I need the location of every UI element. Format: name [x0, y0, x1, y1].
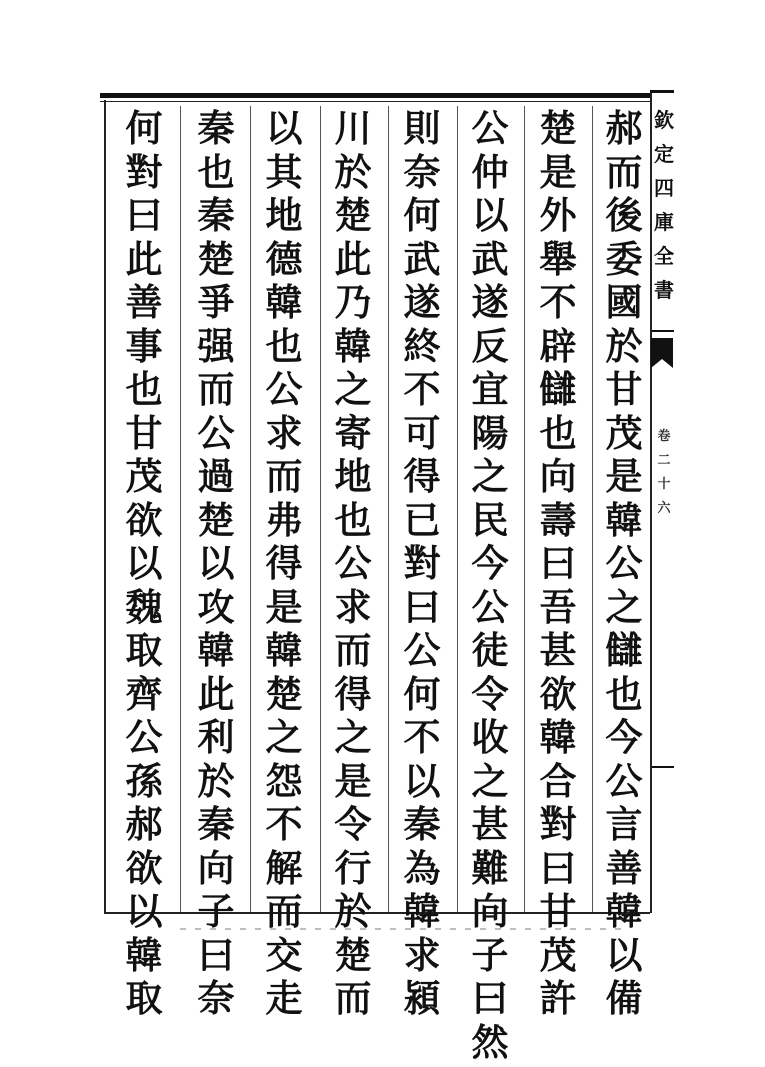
- text-character: 弗: [266, 502, 303, 546]
- text-character: 而: [266, 893, 303, 937]
- text-character: 令: [335, 806, 372, 850]
- text-column-2: [530, 110, 586, 1024]
- text-character: 甚: [472, 806, 509, 850]
- text-character: 過: [198, 458, 235, 502]
- text-character: 攻: [198, 589, 235, 633]
- text-character: 於: [335, 893, 372, 937]
- text-character: 公: [126, 719, 163, 763]
- text-character: 可: [404, 415, 441, 459]
- text-character: 今: [472, 545, 509, 589]
- text-column-4: [394, 110, 450, 1024]
- text-character: 不: [266, 806, 303, 850]
- text-character: 曰: [540, 850, 577, 894]
- text-character: 茂: [540, 937, 577, 981]
- text-character: 以: [126, 545, 163, 589]
- text-character: 終: [404, 328, 441, 372]
- text-character: 甘: [540, 893, 577, 937]
- text-character: 而: [335, 632, 372, 676]
- margin-title-char: 欽: [654, 110, 674, 144]
- text-character: 善: [126, 284, 163, 328]
- text-character: 走: [266, 980, 303, 1024]
- text-character: 奈: [404, 154, 441, 198]
- text-character: 以: [472, 197, 509, 241]
- top-border-rule: [100, 93, 652, 98]
- text-character: 公: [266, 371, 303, 415]
- text-column-8: [116, 110, 172, 1024]
- text-character: 孫: [126, 763, 163, 807]
- text-column-5: [325, 110, 381, 1024]
- text-character: 行: [335, 850, 372, 894]
- column-divider: [592, 106, 593, 912]
- text-character: 合: [540, 763, 577, 807]
- text-character: 求: [335, 589, 372, 633]
- text-character: 也: [198, 154, 235, 198]
- text-character: 魏: [126, 589, 163, 633]
- text-character: 遂: [404, 284, 441, 328]
- text-character: 公: [335, 545, 372, 589]
- text-character: 善: [606, 850, 643, 894]
- left-border-rule: [104, 100, 106, 914]
- text-character: 寄: [335, 415, 372, 459]
- text-character: 已: [404, 502, 441, 546]
- text-character: 秦: [404, 806, 441, 850]
- margin-title-char: 定: [654, 144, 674, 178]
- text-character: 不: [404, 371, 441, 415]
- text-character: 壽: [540, 502, 577, 546]
- text-character: 郝: [126, 806, 163, 850]
- text-character: 後: [606, 197, 643, 241]
- text-character: 甚: [540, 632, 577, 676]
- text-character: 奈: [198, 980, 235, 1024]
- margin-title-char: 書: [654, 280, 674, 314]
- text-character: 韓: [606, 893, 643, 937]
- text-character: 言: [606, 806, 643, 850]
- text-character: 楚: [335, 197, 372, 241]
- text-character: 甘: [126, 415, 163, 459]
- text-character: 曰: [126, 197, 163, 241]
- margin-volume-number: [654, 430, 674, 526]
- text-character: 公: [606, 545, 643, 589]
- text-character: 則: [404, 110, 441, 154]
- text-character: 子: [198, 893, 235, 937]
- text-character: 讎: [606, 632, 643, 676]
- text-character: 何: [404, 676, 441, 720]
- column-divider: [388, 106, 389, 912]
- text-character: 其: [266, 154, 303, 198]
- text-character: 於: [606, 328, 643, 372]
- text-character: 公: [198, 415, 235, 459]
- margin-title-char: 四: [654, 178, 674, 212]
- text-character: 向: [472, 893, 509, 937]
- text-character: 求: [404, 937, 441, 981]
- text-character: 公: [404, 632, 441, 676]
- text-character: 也: [266, 328, 303, 372]
- top-border-thin-rule: [100, 101, 652, 102]
- text-character: 吾: [540, 589, 577, 633]
- margin-rule: [652, 330, 674, 332]
- text-character: 秦: [198, 806, 235, 850]
- text-character: 之: [335, 719, 372, 763]
- text-character: 怨: [266, 763, 303, 807]
- column-divider: [320, 106, 321, 912]
- text-character: 委: [606, 241, 643, 285]
- text-character: 國: [606, 284, 643, 328]
- text-character: 楚: [198, 502, 235, 546]
- text-character: 取: [126, 632, 163, 676]
- text-character: 欲: [540, 676, 577, 720]
- text-character: 陽: [472, 415, 509, 459]
- text-character: 楚: [266, 676, 303, 720]
- text-character: 是: [266, 589, 303, 633]
- text-character: 之: [335, 371, 372, 415]
- text-character: 以: [606, 937, 643, 981]
- margin-title-char: 全: [654, 246, 674, 280]
- text-character: 郝: [606, 110, 643, 154]
- text-character: 韓: [198, 632, 235, 676]
- text-character: 對: [404, 545, 441, 589]
- text-character: 備: [606, 980, 643, 1024]
- text-character: 之: [472, 458, 509, 502]
- text-character: 楚: [198, 241, 235, 285]
- text-character: 今: [606, 719, 643, 763]
- text-character: 也: [126, 371, 163, 415]
- text-character: 徒: [472, 632, 509, 676]
- text-character: 此: [126, 241, 163, 285]
- text-character: 秦: [198, 197, 235, 241]
- text-character: 是: [335, 763, 372, 807]
- column-divider: [180, 106, 181, 912]
- text-character: 是: [540, 154, 577, 198]
- text-character: 乃: [335, 284, 372, 328]
- text-character: 向: [540, 458, 577, 502]
- text-character: 此: [198, 676, 235, 720]
- text-character: 令: [472, 676, 509, 720]
- text-column-6: [256, 110, 312, 1024]
- text-character: 此: [335, 241, 372, 285]
- text-character: 何: [126, 110, 163, 154]
- text-character: 韓: [266, 632, 303, 676]
- text-character: 然: [472, 1024, 509, 1067]
- text-column-1: [596, 110, 652, 1024]
- text-character: 川: [335, 110, 372, 154]
- text-character: 於: [335, 154, 372, 198]
- text-character: 事: [126, 328, 163, 372]
- text-character: 韓: [404, 893, 441, 937]
- text-character: 得: [404, 458, 441, 502]
- text-character: 收: [472, 719, 509, 763]
- text-column-7: [188, 110, 244, 1024]
- text-character: 武: [472, 241, 509, 285]
- text-character: 以: [126, 893, 163, 937]
- text-character: 韓: [335, 328, 372, 372]
- text-character: 之: [266, 719, 303, 763]
- text-character: 地: [335, 458, 372, 502]
- text-character: 楚: [335, 937, 372, 981]
- text-character: 德: [266, 241, 303, 285]
- text-character: 曰: [472, 980, 509, 1024]
- text-character: 利: [198, 719, 235, 763]
- text-character: 茂: [126, 458, 163, 502]
- text-character: 以: [404, 763, 441, 807]
- text-character: 也: [606, 676, 643, 720]
- text-character: 子: [472, 937, 509, 981]
- text-character: 讎: [540, 371, 577, 415]
- margin-title-char: 庫: [654, 212, 674, 246]
- text-character: 以: [266, 110, 303, 154]
- text-character: 於: [198, 763, 235, 807]
- paper-specks: [180, 928, 660, 934]
- text-character: 曰: [198, 937, 235, 981]
- text-character: 反: [472, 328, 509, 372]
- text-character: 不: [540, 284, 577, 328]
- margin-tick-mark: [652, 766, 674, 768]
- text-character: 許: [540, 980, 577, 1024]
- text-character: 茂: [606, 415, 643, 459]
- text-character: 曰: [540, 545, 577, 589]
- margin-book-title: [652, 110, 676, 314]
- margin-volume-char: 十: [657, 478, 670, 502]
- text-column-3: [462, 110, 518, 1067]
- text-character: 仲: [472, 154, 509, 198]
- text-character: 民: [472, 502, 509, 546]
- text-character: 辟: [540, 328, 577, 372]
- text-character: 曰: [404, 589, 441, 633]
- text-character: 公: [472, 110, 509, 154]
- text-character: 爭: [198, 284, 235, 328]
- text-character: 甘: [606, 371, 643, 415]
- text-character: 之: [472, 763, 509, 807]
- margin-volume-char: 六: [657, 502, 670, 526]
- text-character: 强: [198, 328, 235, 372]
- text-character: 韓: [126, 937, 163, 981]
- text-character: 得: [266, 545, 303, 589]
- text-character: 公: [606, 763, 643, 807]
- text-character: 何: [404, 197, 441, 241]
- margin-volume-char: 二: [657, 454, 670, 478]
- text-character: 對: [126, 154, 163, 198]
- column-divider: [457, 106, 458, 912]
- text-character: 韓: [266, 284, 303, 328]
- text-character: 得: [335, 676, 372, 720]
- text-character: 地: [266, 197, 303, 241]
- text-character: 交: [266, 937, 303, 981]
- text-character: 求: [266, 415, 303, 459]
- text-character: 楚: [540, 110, 577, 154]
- text-character: 不: [404, 719, 441, 763]
- text-character: 武: [404, 241, 441, 285]
- text-character: 也: [540, 415, 577, 459]
- text-character: 為: [404, 850, 441, 894]
- text-character: 公: [472, 589, 509, 633]
- column-divider: [250, 106, 251, 912]
- text-character: 也: [335, 502, 372, 546]
- text-character: 遂: [472, 284, 509, 328]
- text-character: 取: [126, 980, 163, 1024]
- text-character: 韓: [606, 502, 643, 546]
- text-character: 外: [540, 197, 577, 241]
- text-character: 而: [606, 154, 643, 198]
- text-character: 難: [472, 850, 509, 894]
- text-character: 齊: [126, 676, 163, 720]
- margin-volume-char: 卷: [657, 430, 670, 454]
- text-character: 解: [266, 850, 303, 894]
- text-character: 而: [198, 371, 235, 415]
- text-character: 而: [266, 458, 303, 502]
- text-character: 對: [540, 806, 577, 850]
- text-character: 欲: [126, 850, 163, 894]
- text-character: 宜: [472, 371, 509, 415]
- column-divider: [524, 106, 525, 912]
- text-character: 以: [198, 545, 235, 589]
- text-character: 潁: [404, 980, 441, 1024]
- text-character: 之: [606, 589, 643, 633]
- text-character: 舉: [540, 241, 577, 285]
- text-character: 向: [198, 850, 235, 894]
- text-character: 欲: [126, 502, 163, 546]
- text-character: 韓: [540, 719, 577, 763]
- text-character: 是: [606, 458, 643, 502]
- text-character: 秦: [198, 110, 235, 154]
- text-character: 而: [335, 980, 372, 1024]
